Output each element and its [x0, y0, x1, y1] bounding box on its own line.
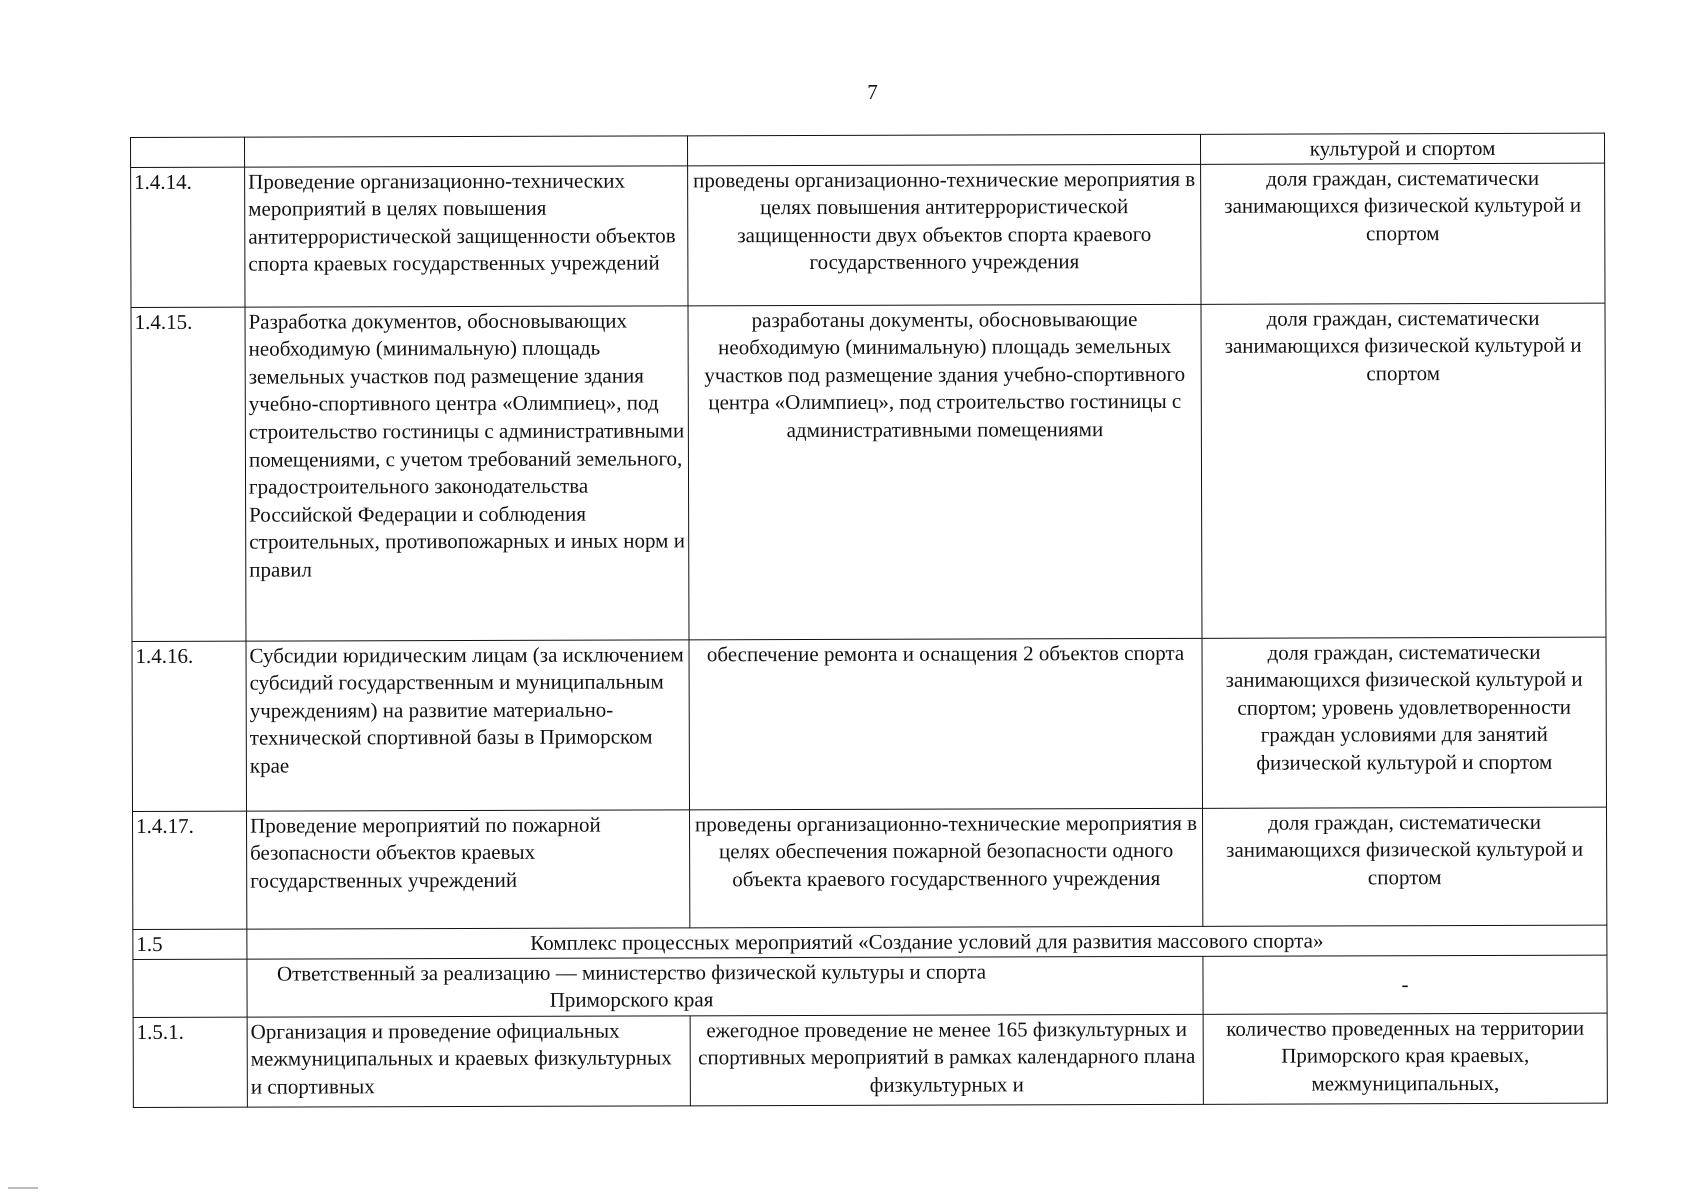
measure-name: Разработка документов, обосновывающих необходимую (минимальную) площадь земельных участков под размещение здания учебно-спортивного центра «Олимпиец», под строительство гостиницы с административными помещениями, с учетом требований земельного, градостроительного законодательства Российской Федерации и соблюдения строительных, противопожарных и иных норм и правил: [245, 305, 689, 640]
measure-result: обеспечение ремонта и оснащения 2 объектов спорта: [689, 638, 1203, 810]
indicator-cell: культурой и спортом: [1200, 133, 1604, 164]
table-row: [133, 807, 1607, 929]
row-number: 1.4.14.: [131, 167, 245, 307]
section-row: [133, 925, 1607, 959]
measure-name: Проведение мероприятий по пожарной безопасности объектов краевых государственных учреждений: [246, 809, 689, 928]
measure-indicator: доля граждан, систематически занимающихся физической культурой и спортом: [1201, 303, 1606, 638]
measure-name: Субсидии юридическим лицам (за исключением субсидий государственным и муниципальным учреждениям) на развитие материально-технической спортивной базы в Приморском крае: [246, 639, 690, 810]
measure-indicator: количество проведенных на территории Приморского края краевых, межмуниципальных,: [1203, 1013, 1607, 1104]
scan-artifact: [8, 1187, 38, 1189]
page-number: 7: [867, 80, 878, 104]
measure-indicator: доля граждан, систематически занимающихся физической культурой и спортом: [1202, 807, 1606, 926]
measure-name: Проведение организационно-технических мероприятий в целях повышения антитеррористической защищенности объектов спорта краевых государственных учреждений: [245, 165, 688, 306]
row-number: 1.4.15.: [131, 307, 246, 641]
row-number: 1.4.16.: [132, 641, 247, 811]
row-number: 1.4.17.: [133, 811, 247, 929]
measure-indicator: доля граждан, систематически занимающихся физической культурой и спортом; уровень удовлетворенности граждан условиями для занятий физической культурой и спортом: [1202, 637, 1607, 808]
responsible-row: [133, 955, 1607, 1017]
num-cell: [133, 959, 247, 1017]
table-row: [132, 637, 1606, 811]
section-title: Комплекс процессных мероприятий «Создание условий для развития массового спорта»: [247, 925, 1607, 959]
measure-indicator: доля граждан, систематически занимающихся физической культурой и спортом: [1201, 163, 1605, 304]
table-row: [133, 1013, 1607, 1107]
measures-table: [130, 133, 1608, 1108]
section-number: 1.5: [133, 929, 247, 959]
measure-result: разработаны документы, обосновывающие необходимую (минимальную) площадь земельных участков под размещение здания учебно-спортивного центра «Олимпиец», под строительство гостиницы с административными помещениями: [688, 304, 1202, 640]
num-cell: [131, 137, 245, 167]
name-cell: [245, 136, 688, 167]
result-cell: [687, 134, 1200, 165]
measure-name: Организация и проведение официальных межмуниципальных и краевых физкультурных и спортивных: [247, 1015, 690, 1106]
measure-result: ежегодное проведение не менее 165 физкультурных и спортивных мероприятий в рамках календарного плана физкультурных и: [690, 1014, 1203, 1106]
responsible-text: Ответственный за реализацию — министерство физической культуры и спорта Приморского края: [247, 956, 1203, 1017]
measure-result: проведены организационно-технические мероприятия в целях обеспечения пожарной безопасности одного объекта краевого государственного учреждения: [689, 808, 1202, 928]
row-number: 1.5.1.: [133, 1017, 247, 1107]
measure-result: проведены организационно-технические мероприятия в целях повышения антитеррористической защищенности двух объектов спорта краевого государственного учреждения: [688, 164, 1201, 306]
table-row-continuation: [131, 133, 1605, 167]
table-row: [131, 303, 1606, 641]
responsible-dash: -: [1203, 955, 1607, 1014]
table-row: [131, 163, 1605, 307]
